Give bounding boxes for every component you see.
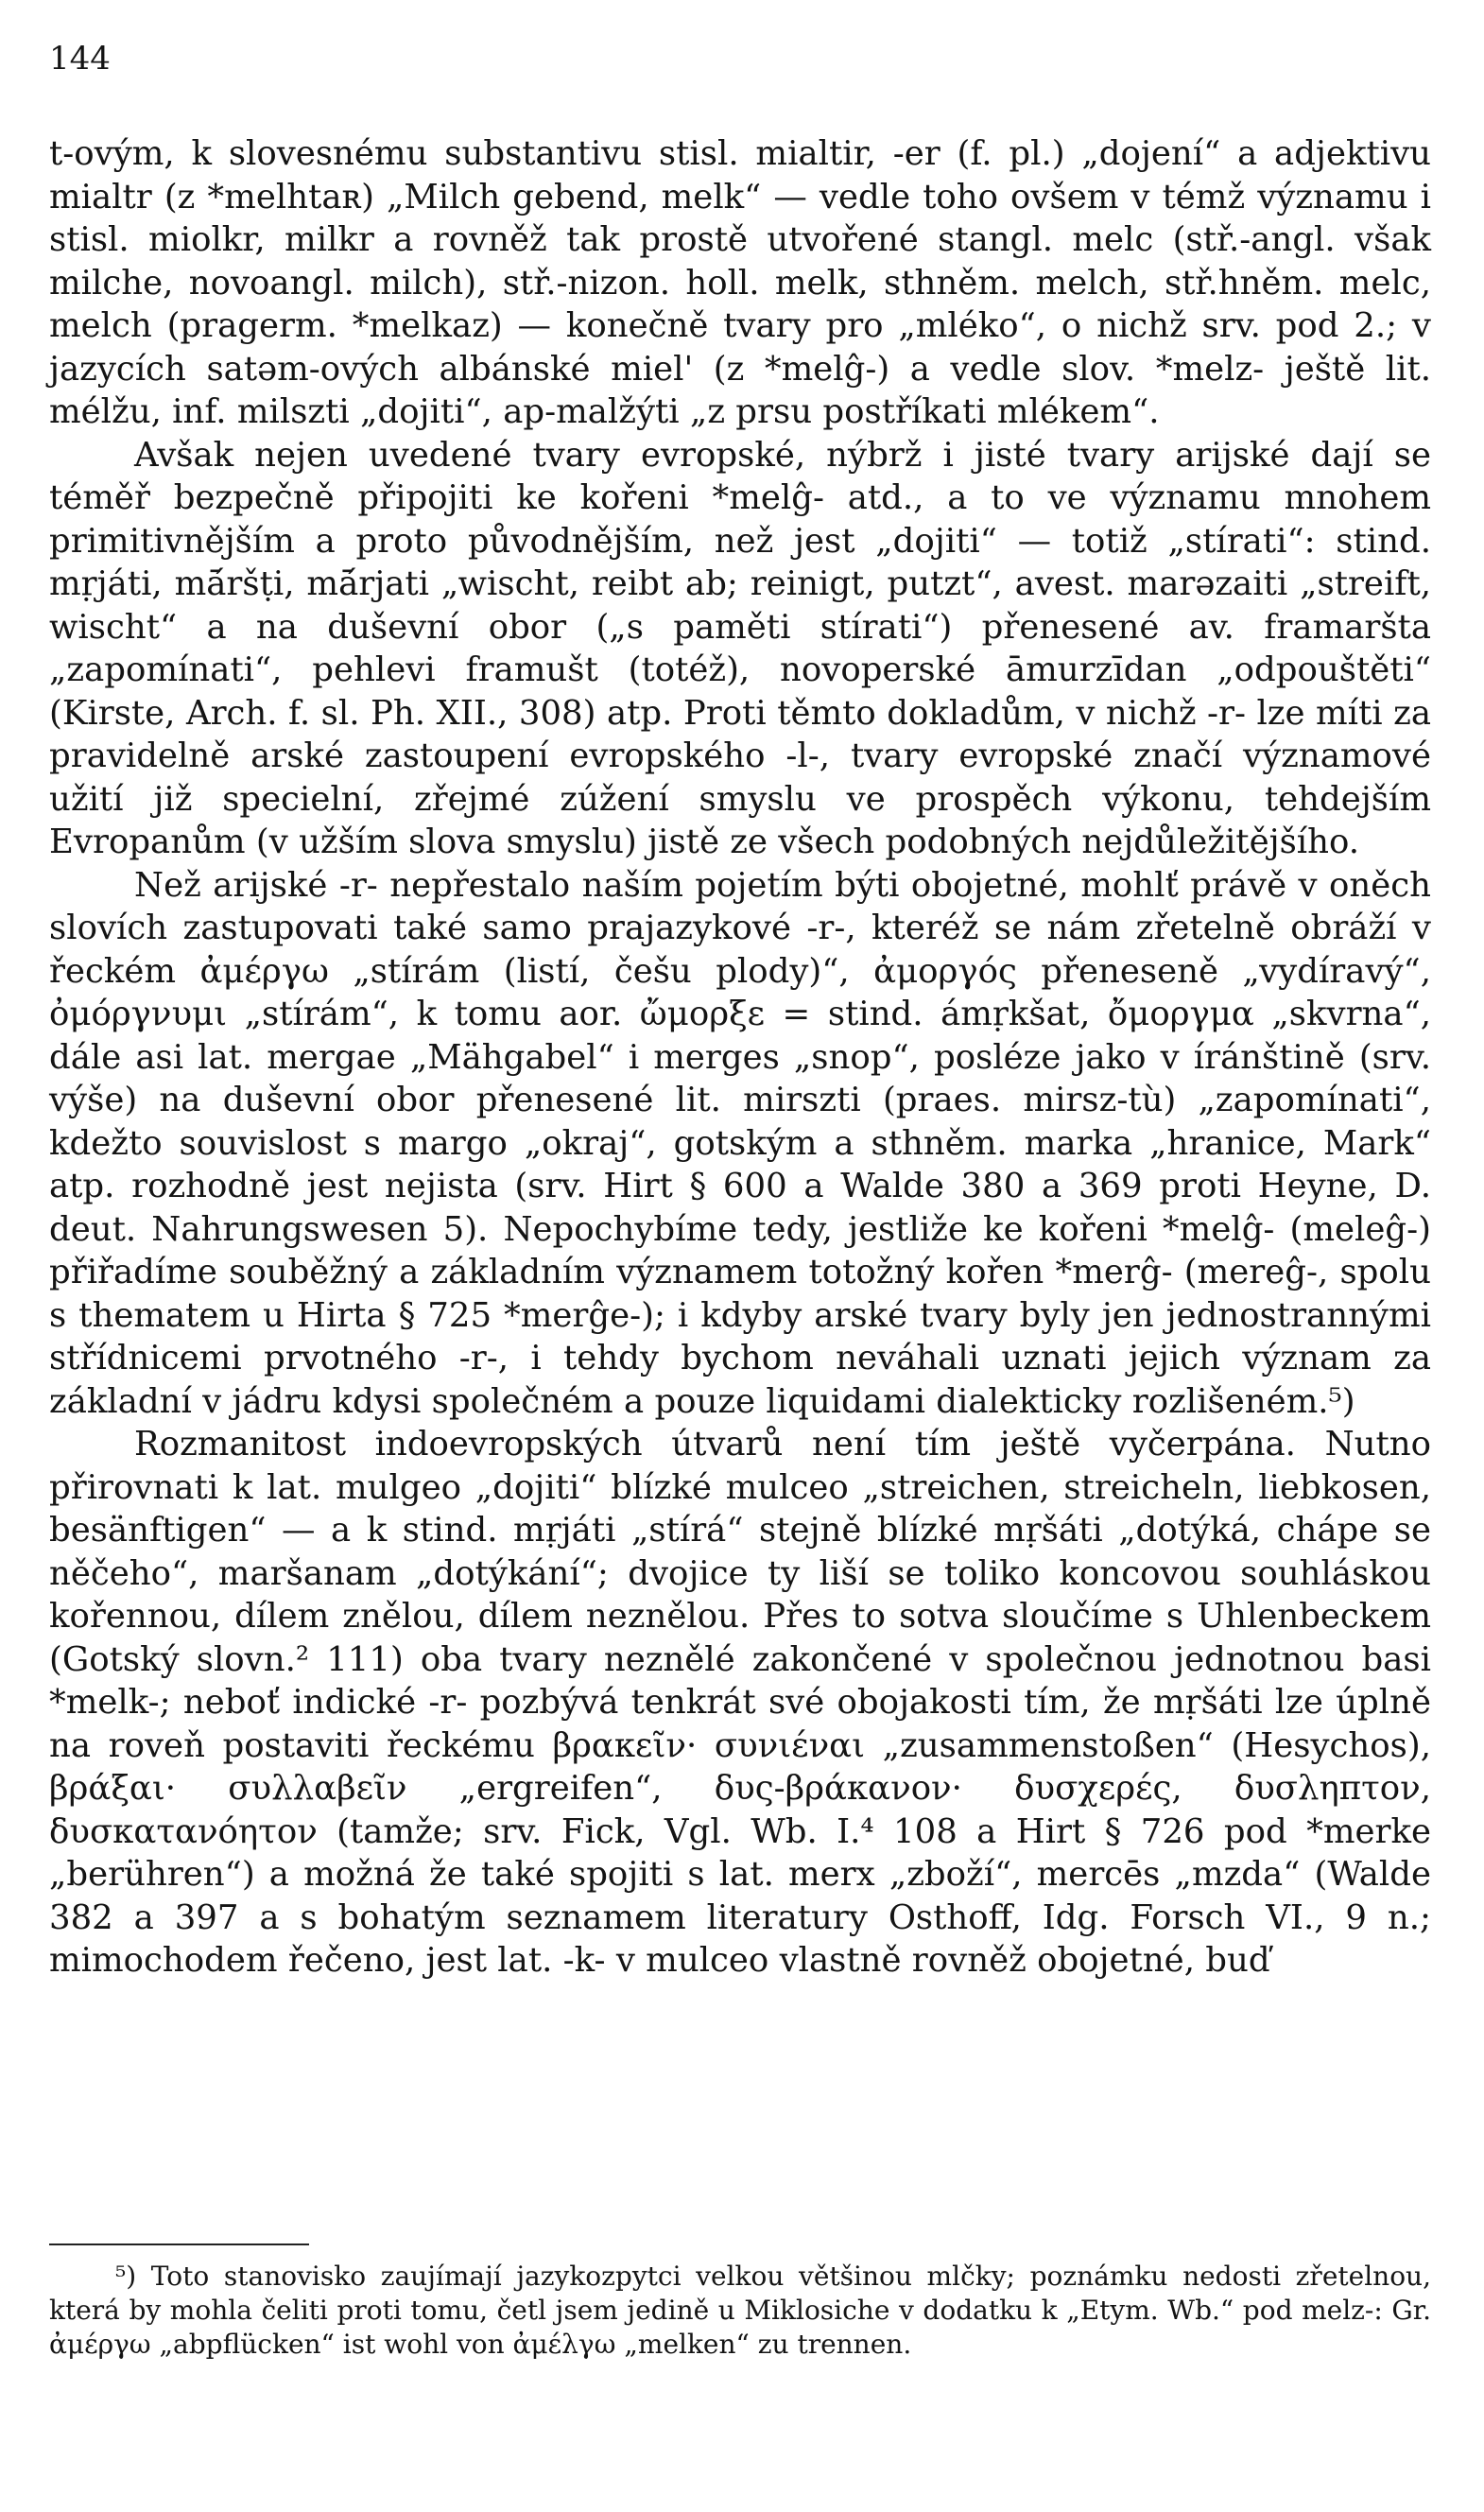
body-text (49, 132, 1431, 1983)
page-number: 144 (49, 40, 111, 78)
paragraph-1: t-ovým, k slovesnému substantivu stisl. mialtir, -er (f. pl.) „dojení“ a adjektivu mialtr (z *melhtaʀ) „Milch gebend, melk“ — vedle toho ovšem v témž významu i stisl. miolkr, milkr a rovněž tak prostě utvořené stangl. melc (stř.-angl. však milche, novoangl. milch), stř.-nizon. holl. melk, sthněm. melch, stř.hněm. melc, melch (pragerm. *melkaz) — konečně tvary pro „mléko“, o nichž srv. pod 2.; v jazycích satəm-ových albánské miel' (z *melĝ-) a vedle slov. *melz- ještě lit. mélžu, inf. milszti „dojiti“, ap-malžýti „z prsu postříkati mlékem“. (49, 134, 1431, 431)
paragraph-4: Rozmanitost indoevropských útvarů není tím ještě vyčerpána. Nutno přirovnati k lat. mulgeo „dojiti“ blízké mulceo „streichen, streicheln, liebkosen, besänftigen“ — a k stind. mṛjáti „stírá“ stejně blízké mṛšáti „dotýká, chápe se něčeho“, maršanam „dotýkání“; dvojice ty liší se toliko koncovou souhláskou kořennou, dílem znělou, dílem neznělou. Přes to sotva sloučíme s Uhlenbeckem (Gotský slovn.² 111) oba tvary neznělé zakončené v společnou jednotnou basi *melk-; neboť indické -r- pozbývá tenkrát své obojakosti tím, že mṛšáti lze úplně na roveň postaviti řeckému βρακεῖν· συνιέναι „zusammenstoßen“ (Hesychos), βράξαι· συλλαβεῖν „ergreifen“, δυς-βράκανον· δυσχερές, δυσληπτον, δυσκατανόητον (tamže; srv. Fick, Vgl. Wb. I.⁴ 108 a Hirt § 726 pod *merke „berühren“) a možná že také spojiti s lat. merx „zboží“, mercēs „mzda“ (Walde 382 a 397 a s bohatým seznamem literatury Osthoff, Idg. Forsch VI., 9 n.; mimochodem řečeno, jest lat. -k- v mulceo vlastně rovněž obojetné, buď (49, 1425, 1431, 1980)
footnotes (49, 2260, 1431, 2362)
paragraph-2: Avšak nejen uvedené tvary evropské, nýbrž i jisté tvary arijské dají se téměř bezpečně připojiti ke kořeni *melĝ- atd., a to ve významu mnohem primitivnějším a proto původnějším, než jest „dojiti“ — totiž „stírati“: stind. mṛjáti, mā́ršṭi, mā́rjati „wischt, reibt ab; reinigt, putzt“, avest. marəzaiti „streift, wischt“ a na duševní obor („s paměti stírati“) přenesené av. framaršta „zapomínati“, pehlevi framušt (totéž), novoperské āmurzīdan „odpouštěti“ (Kirste, Arch. f. sl. Ph. XII., 308) atp. Proti těmto dokladům, v nichž -r- lze míti za pravidelně arské zastoupení evropského -l-, tvary evropské značí významové užití již specielní, zřejmé zúžení smyslu ve prospěch výkonu, tehdejším Evropanům (v užším slova smyslu) jistě ze všech podobných nejdůležitějšího. (49, 435, 1431, 861)
footnote-divider (49, 2243, 309, 2245)
paragraph-3: Než arijské -r- nepřestalo naším pojetím býti obojetné, mohlť právě v oněch slovích zastupovati také samo prajazykové -r-, kteréž se nám zřetelně obráží v řeckém ἀμέργω „stírám (listí, češu plody)“, ἀμοργός přeneseně „vydíravý“, ὀμόργνυμι „stírám“, k tomu aor. ὤμορξε = stind. ámṛkšat, ὄμοργμα „skvrna“, dále asi lat. mergae „Mähgabel“ i merges „snop“, posléze jako v íránštině (srv. výše) na duševní obor přenesené lit. mirszti (praes. mirsz-tù) „zapomínati“, kdežto souvislost s margo „okraj“, gotským a sthněm. marka „hranice, Mark“ atp. rozhodně jest nejista (srv. Hirt § 600 a Walde 380 a 369 proti Heyne, D. deut. Nahrungswesen 5). Nepochybíme tedy, jestliže ke kořeni *melĝ- (meleĝ-) přiřadíme souběžný a základním významem totožný kořen *merĝ- (mereĝ-, spolu s thematem u Hirta § 725 *merĝe-); i kdyby arské tvary byly jen jednostrannými střídnicemi prvotného -r-, i tehdy bychom neváhali uznati jejich význam za základní v jádru kdysi společném a pouze liquidami dialekticky rozlišeném.⁵) (49, 865, 1431, 1421)
footnote-5: ⁵) Toto stanovisko zaujímají jazykozpytci velkou většinou mlčky; poznámku nedosti zřetelnou, která by mohla čeliti proti tomu, četl jsem jedině u Miklosiche v dodatku k „Etym. Wb.“ pod melz-: Gr. ἀμέργω „abpflücken“ ist wohl von ἀμέλγω „melken“ zu trennen. (49, 2261, 1431, 2360)
